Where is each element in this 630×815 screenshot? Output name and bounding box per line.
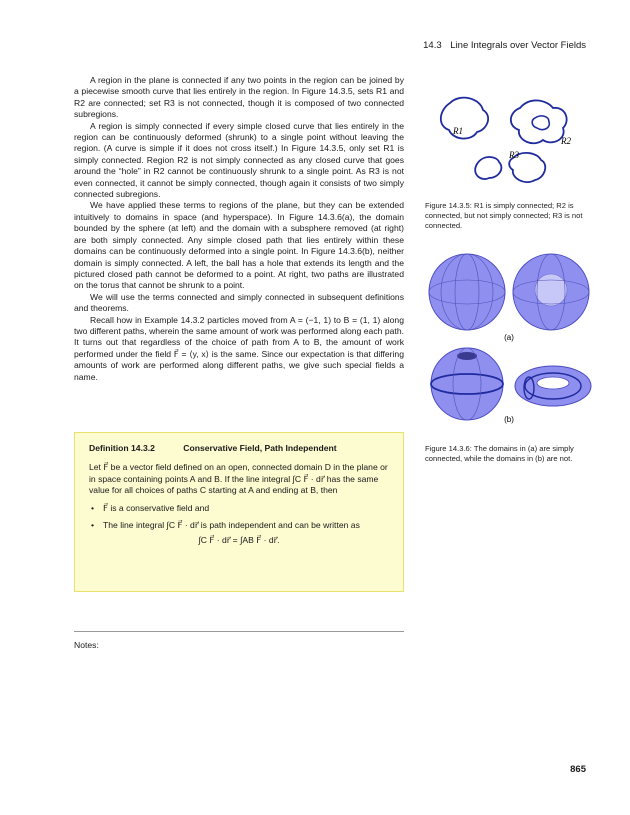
domains-diagram [425,250,595,425]
definition-equation: ∫C F⃗ · dr⃗ = ∫AB F⃗ · dr⃗. [198,535,280,546]
torus [515,366,591,406]
notes-divider [74,631,404,632]
definition-box [74,432,404,592]
definition-bullet-path-independent: • The line integral ∫C F⃗ · dr⃗ is path independent and can be written as [89,520,389,531]
definition-body: Let F⃗ be a vector field defined on an open, connected domain D in the plane or in space containing points A and B. If the line integral ∫C F⃗ · dr⃗ has the same value for all choices of paths C starting at A and ending at B, then [89,462,388,496]
definition-label: Definition 14.3.2 [89,443,155,453]
figure-regions-caption: Figure 14.3.5: R1 is simply connected; R2 is connected, but not simply connected; R3 is not connected. [425,201,583,230]
region-r1 [441,98,488,139]
label-r1: R1 [453,126,463,136]
notes-label: Notes: [74,640,99,650]
label-r2: R2 [561,136,571,146]
sphere-solid [429,254,505,330]
figure-label-b: (b) [504,415,514,424]
body-text [74,75,404,383]
definition-bullet-conservative: • F⃗ is a conservative field and [89,503,389,514]
section-title: Line Integrals over Vector Fields [450,40,586,51]
paragraph-simply-connected: A region is simply connected if every simple closed curve that lies entirely in the region can be continuously deformed (shrunk) to a single point without leaving the region. (A curve is simple if it does not cross itself.) In Figure 14.3.5, only set R1 is simply connected. Region R2 is not simply connected as any closed curve that goes around the “hole” in R2 cannot be continuously shrunk to a single point. As R3 is not even connected, it cannot be simply connected, though again it consists of two simply connected subregions. [74,120,404,200]
definition-title: Conservative Field, Path Independent [183,443,337,453]
ball-with-hole [431,348,503,420]
page-number: 865 [570,764,586,775]
section-number: 14.3 [423,40,442,51]
region-r2-hole [532,116,549,130]
definition-heading [89,443,389,454]
regions-diagram [425,88,595,188]
paragraph-space-domains: We have applied these terms to regions of the plane, but they can be extended intuitively to domains in space (and hyperspace). In Figure 14.3.6(a), the domain bounded by the sphere (at left) and the domain with a subsphere removed (at right) are both simply connected. Any simple closed path that lies entirely within these domains can be continuously deformed into a single point. In Figure 14.3.6(b), neither domain is simply connected. A left, the ball has a hole that extends its length and the pictured closed path cannot be deformed to a point. At right, two paths are illustrated on the torus that cannot be shrunk to a point. [74,200,404,291]
region-r3-left [475,157,501,179]
figure-domains [425,250,595,464]
paragraph-connected: A region in the plane is connected if any two points in the region can be joined by a piecewise smooth curve that lies entirely in the region. In Figure 14.3.5, sets R1 and R2 are connected; set R3 is not connected, though it is composed of two connected subregions. [74,75,404,120]
figure-label-a: (a) [504,333,514,342]
paragraph-recall: Recall how in Example 14.3.2 particles moved from A = (−1, 1) to B = (1, 1) along two different paths, wherein the same amount of work was performed along each path. It turns out that regardless of the choice of path from A to B, the amount of work performed under the field F⃗ = ⟨y, x⟩ is the same. Since our expectation is that differing amounts of work are performed along different paths, we give such special fields a name. [74,314,404,382]
region-r2 [511,100,567,143]
running-header [417,40,586,51]
label-r3: R3 [509,150,519,160]
figure-domains-caption: Figure 14.3.6: The domains in (a) are simply connected, while the domains in (b) are not. [425,444,574,463]
sphere-with-subsphere [513,254,589,330]
paragraph-terms: We will use the terms connected and simply connected in subsequent definitions and theorems. [74,291,404,314]
figure-regions [425,88,595,231]
